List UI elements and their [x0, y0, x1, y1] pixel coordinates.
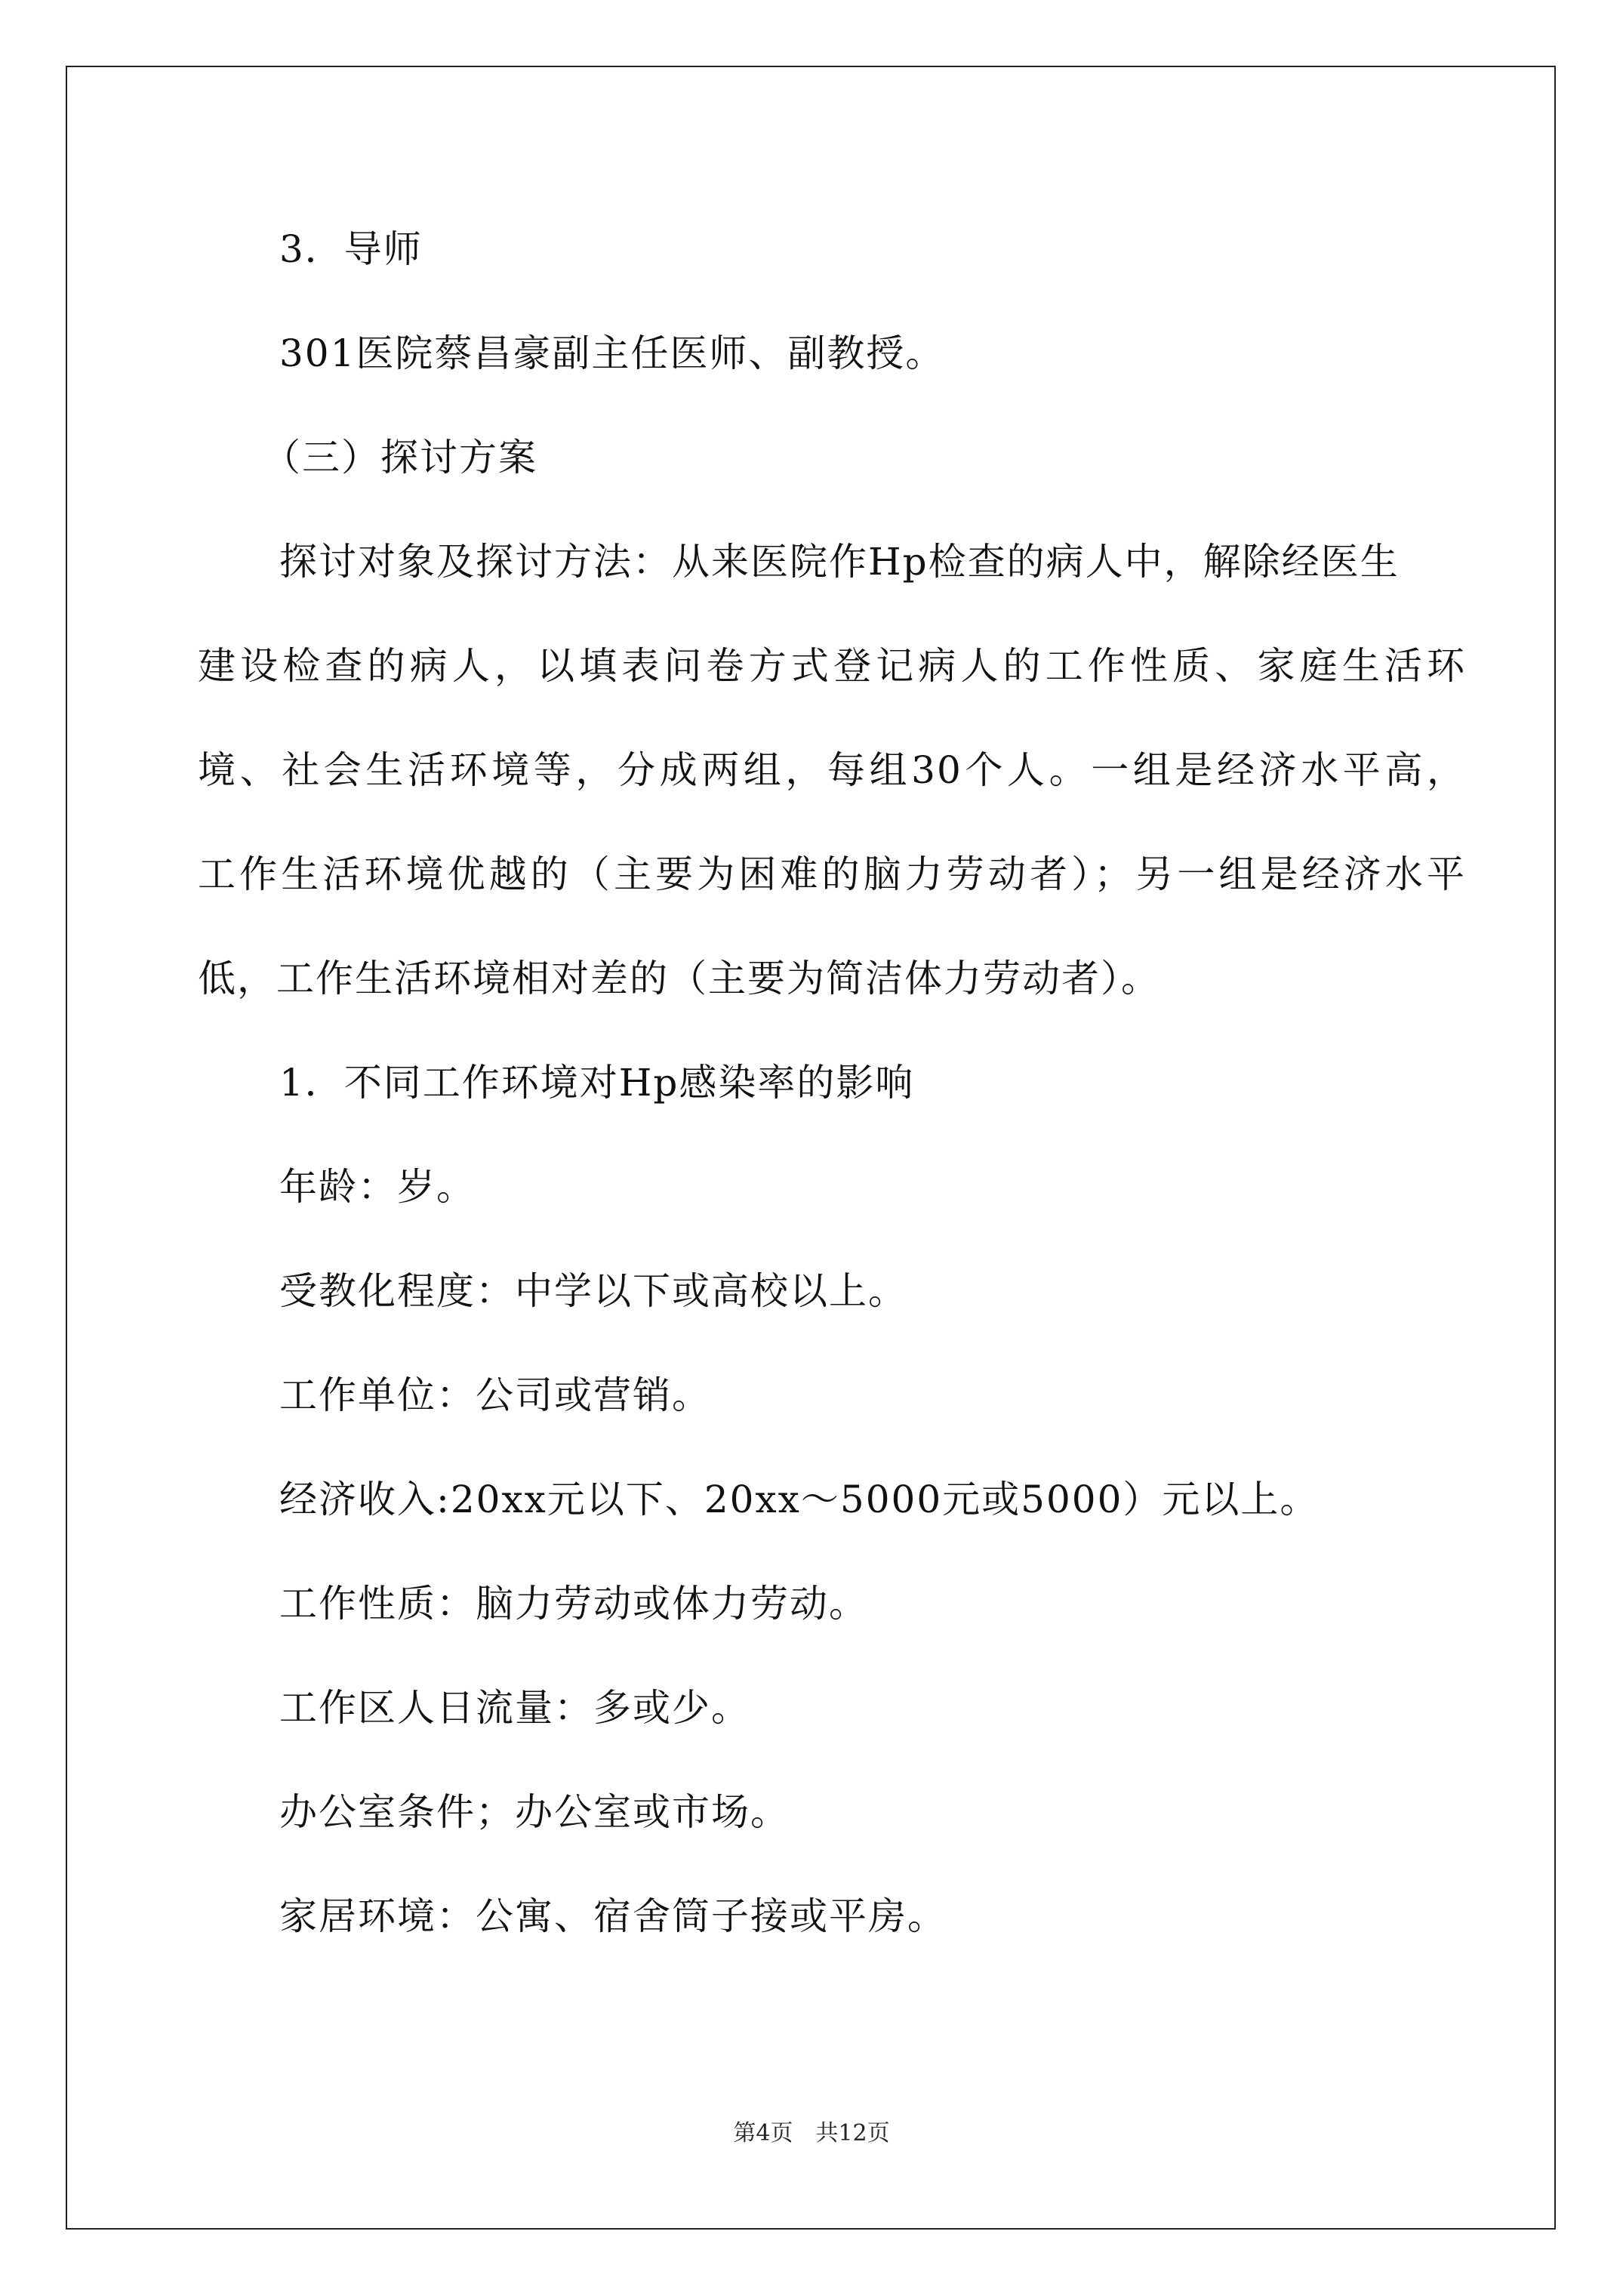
item-income: 经济收入:20xx元以下、20xx～5000元或5000）元以上。	[279, 1478, 1320, 1521]
advisor-text: 301医院蔡昌豪副主任医师、副教授。	[279, 331, 945, 375]
item-employer: 工作单位：公司或营销。	[279, 1373, 711, 1417]
paragraph-line-1: 探讨对象及探讨方法：从来医院作Hp检查的病人中，解除经医生	[279, 540, 1400, 584]
item-work-nature: 工作性质：脑力劳动或体力劳动。	[279, 1582, 868, 1626]
section-heading-plan: （三）探讨方案	[263, 436, 537, 479]
paragraph-line-4: 工作生活环境优越的（主要为困难的脑力劳动者）；另一组是经济水平	[198, 852, 1466, 896]
item-foot-traffic: 工作区人日流量：多或少。	[279, 1686, 750, 1730]
section-heading-advisor: 3．导师	[279, 227, 423, 271]
page-number-footer: 第4页 共12页	[733, 2120, 890, 2147]
paragraph-line-5: 低，工作生活环境相对差的（主要为简洁体力劳动者）。	[198, 957, 1160, 1000]
item-home-environment: 家居环境：公寓、宿舍筒子接或平房。	[279, 1894, 947, 1938]
paragraph-line-3: 境、社会生活环境等，分成两组，每组30个人。一组是经济水平高，	[198, 748, 1466, 792]
item-age: 年龄：岁。	[279, 1165, 476, 1209]
item-office-conditions: 办公室条件；办公室或市场。	[279, 1790, 790, 1834]
item-education: 受教化程度：中学以下或高校以上。	[279, 1269, 907, 1313]
paragraph-line-2: 建设检查的病人，以填表问卷方式登记病人的工作性质、家庭生活环	[198, 644, 1466, 688]
subsection-heading-hp: 1．不同工作环境对Hp感染率的影响	[279, 1061, 915, 1105]
